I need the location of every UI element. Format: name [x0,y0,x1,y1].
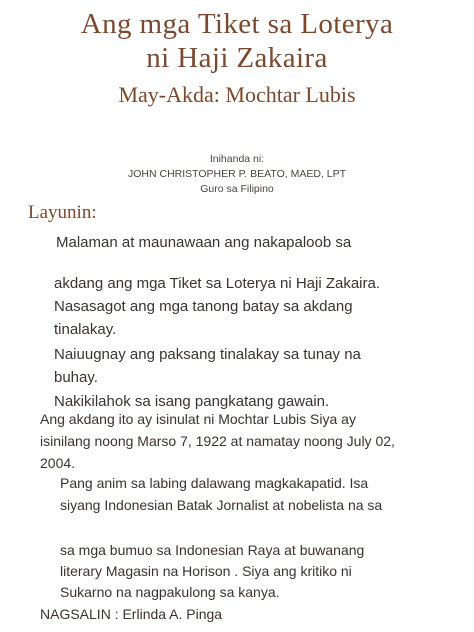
prepared-role: Guro sa Filipino [200,183,274,195]
bio-line: Ang akdang ito ay isinulat ni Mochtar Lubis Siya ay [40,411,356,427]
translator-line: NAGSALIN : Erlinda A. Pinga [40,606,223,622]
objective-line: Naiuugnay ang paksang tinalakay sa tunay na [54,346,361,363]
objective-line: tinalakay. [54,321,117,338]
bio-line: Pang anim sa labing dalawang magkakapatid. Isa [60,475,369,491]
bio-line: isinilang noong Marso 7, 1922 at namatay noong July 02, [40,433,395,449]
prepared-name: JOHN CHRISTOPHER P. BEATO, MAED, LPT [127,168,347,180]
bio-line: siyang Indonesian Batak Jornalist at nobelista na sa [60,497,383,513]
bio-line: Sukarno na nagpakulong sa kanya. [60,584,280,600]
title-line-2: ni Haji Zakaira [146,42,328,74]
objective-line: akdang ang mga Tiket sa Loterya ni Haji Zakaira. [54,275,381,292]
objective-line: Nakikilahok sa isang pangkatang gawain. [54,393,330,410]
author-line: May-Akda: Mochtar Lubis [118,82,356,107]
title-line-1: Ang mga Tiket sa Loterya [80,8,394,40]
objective-line: Malaman at maunawaan ang nakapaloob sa [56,234,352,251]
bio-line: sa mga bumuo sa Indonesian Raya at buwanang [60,542,365,558]
objective-line: buhay. [54,369,98,386]
prepared-label: Inihanda ni: [209,153,265,165]
bio-line: literary Magasin na Horison . Siya ang kritiko ni [60,563,352,579]
objective-line: Nasasagot ang mga tanong batay sa akdang [54,298,353,315]
bio-line: 2004. [40,455,76,471]
objectives-heading: Layunin: [28,202,97,223]
